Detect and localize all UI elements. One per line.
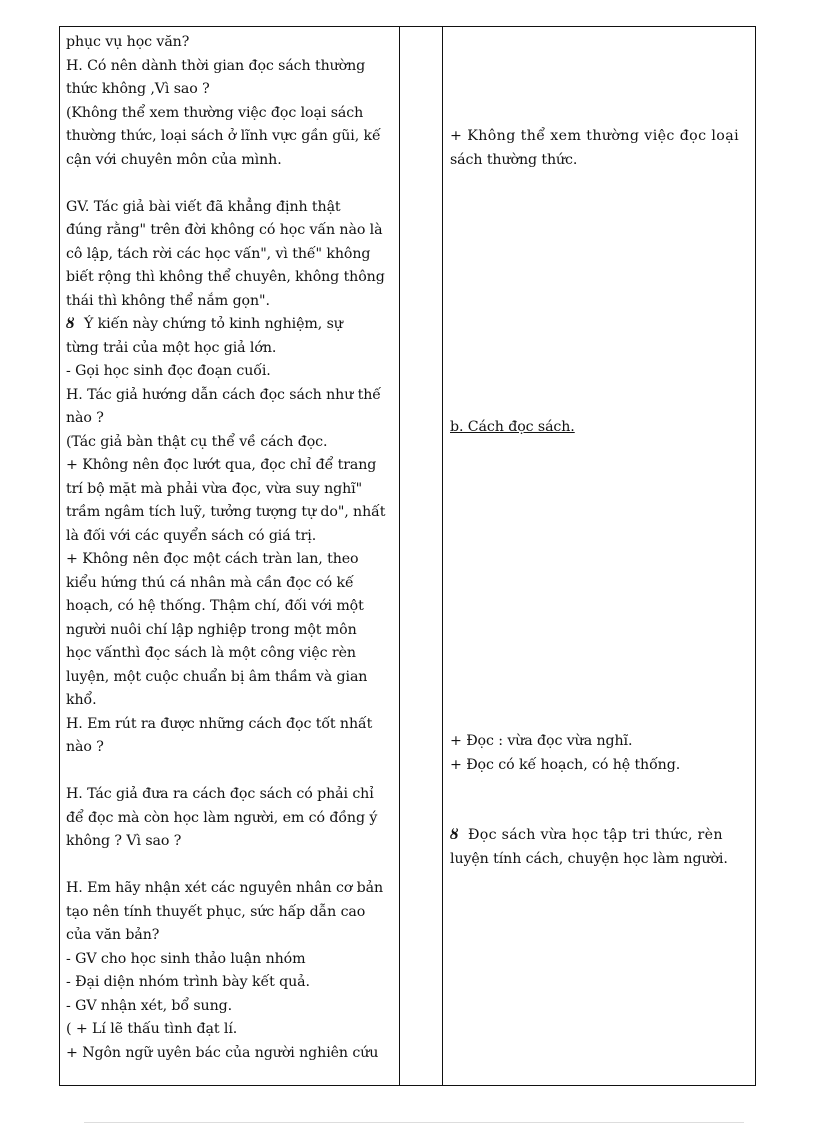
point-line: sách thường thức. — [450, 151, 578, 168]
point-no-neglect — [450, 125, 752, 172]
method-line: + Đọc có kế hoạch, có hệ thống. — [450, 756, 681, 773]
left-line: tạo nên tính thuyết phục, sức hấp dẫn cao — [66, 903, 366, 920]
conclusion — [450, 824, 752, 871]
left-line: (Không thể xem thường việc đọc loại sách — [66, 104, 364, 121]
arrow-symbol-icon: ȣ — [450, 827, 459, 843]
left-line: ȣ Ý kiến này chứng tỏ kinh nghiệm, sự — [66, 313, 396, 337]
method-line: + Đọc : vừa đọc vừa nghĩ. — [450, 733, 633, 749]
left-line: là đối với các quyển sách có giá trị. — [66, 527, 317, 544]
left-line: biết rộng thì không thể chuyên, không thông — [66, 269, 385, 285]
left-line: cô lập, tách rời các học vấn", vì thế" không — [66, 245, 371, 262]
left-line: cận với chuyên môn của mình. — [66, 151, 282, 168]
left-line: H. Em hãy nhận xét các nguyên nhân cơ bản — [66, 880, 384, 896]
left-line: nào ? — [66, 739, 104, 755]
left-line: để đọc mà còn học làm người, em có đồng ý — [66, 809, 378, 826]
heading-reading-method — [450, 416, 752, 440]
left-line: phục vụ học văn? — [66, 34, 190, 50]
left-line: + Không nên đọc lướt qua, đọc chỉ để trang — [66, 457, 377, 473]
column-divider-2 — [442, 27, 443, 1085]
left-line: hoạch, có hệ thống. Thậm chí, đối với một — [66, 598, 364, 614]
lesson-table — [59, 26, 756, 1086]
left-line: H. Em rút ra được những cách đọc tốt nhất — [66, 715, 373, 732]
left-line — [66, 760, 396, 784]
conclusion-line: luyện tính cách, chuyện học làm người. — [450, 850, 728, 867]
left-line: học vấnthì đọc sách là một công việc rèn — [66, 645, 356, 661]
left-line: thái thì không thể nắm gọn". — [66, 292, 270, 309]
left-line: H. Tác giả đưa ra cách đọc sách có phải chỉ — [66, 786, 374, 802]
left-line: - Gọi học sinh đọc đoạn cuối. — [66, 363, 271, 379]
left-line: đúng rằng" trên đời không có học vấn nào là — [66, 222, 383, 238]
left-line: - GV cho học sinh thảo luận nhóm — [66, 950, 306, 967]
left-line: H. Có nên dành thời gian đọc sách thường — [66, 57, 366, 74]
left-line: thức không ,Vì sao ? — [66, 81, 210, 97]
left-line: của văn bản? — [66, 927, 160, 943]
left-line: + Ngôn ngữ uyên bác của người nghiên cứu — [66, 1044, 379, 1061]
left-line: - GV nhận xét, bổ sung. — [66, 997, 233, 1014]
left-line: luyện, một cuộc chuẩn bị âm thầm và gian — [66, 668, 368, 685]
arrow-symbol-icon: ȣ — [66, 316, 75, 332]
point-line: + Không thể xem thường việc đọc loại — [450, 128, 740, 144]
left-line: + Không nên đọc một cách tràn lan, theo — [66, 551, 359, 567]
content-column — [450, 27, 752, 1085]
left-line: từng trải của một học giả lớn. — [66, 339, 277, 356]
left-line: khổ. — [66, 692, 97, 708]
left-line — [66, 172, 396, 196]
reading-methods — [450, 730, 752, 777]
left-line: ( + Lí lẽ thấu tình đạt lí. — [66, 1021, 238, 1037]
left-line: H. Tác giả hướng dẫn cách đọc sách như thế — [66, 386, 381, 403]
left-line: nào ? — [66, 410, 104, 426]
left-line: trí bộ mặt mà phải vừa đọc, vừa suy nghĩ" — [66, 480, 363, 497]
left-line: (Tác giả bàn thật cụ thể về cách đọc. — [66, 433, 328, 450]
left-line: thường thức, loại sách ở lĩnh vực gần gũi, kế — [66, 128, 381, 144]
column-divider-1 — [399, 27, 400, 1085]
left-line — [66, 854, 396, 878]
left-line: - Đại diện nhóm trình bày kết quả. — [66, 974, 310, 990]
left-line: trầm ngâm tích luỹ, tưởng tượng tự do", nhất — [66, 504, 386, 520]
teacher-activity-column — [66, 31, 396, 1065]
left-line: kiểu hứng thú cá nhân mà cần đọc có kế — [66, 574, 354, 591]
left-line: GV. Tác giả bài viết đã khẳng định thật — [66, 198, 341, 215]
left-line: không ? Vì sao ? — [66, 833, 182, 849]
left-line: người nuôi chí lập nghiệp trong một môn — [66, 621, 357, 638]
conclusion-line: ȣ Đọc sách vừa học tập tri thức, rèn — [450, 824, 752, 848]
section-heading: b. Cách đọc sách. — [450, 419, 575, 435]
